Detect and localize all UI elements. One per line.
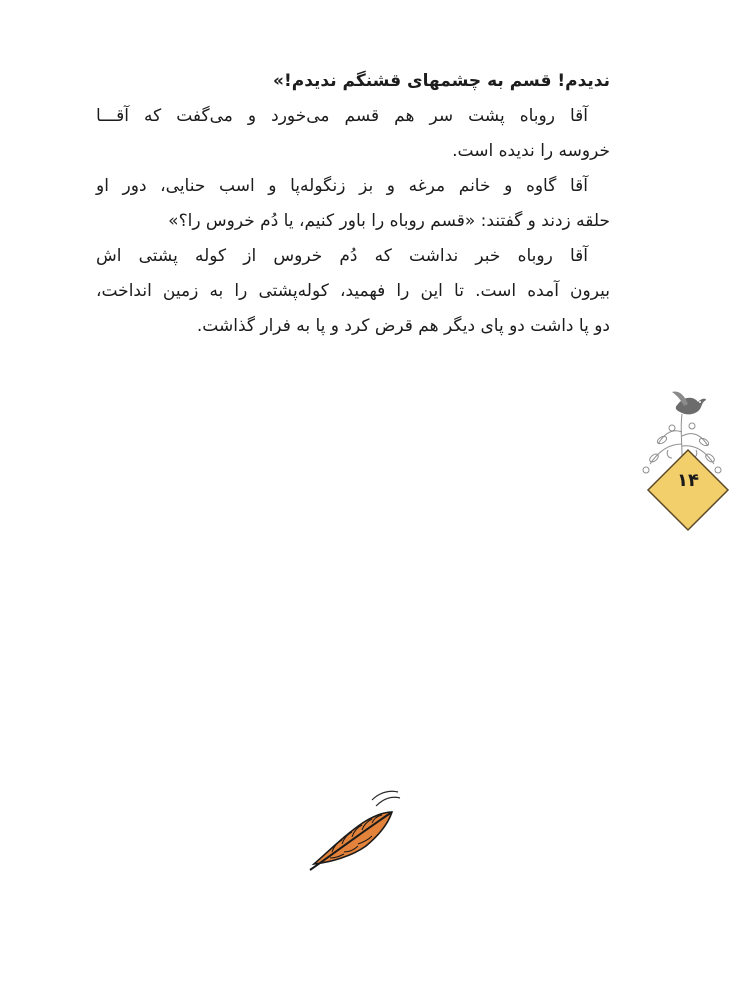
bird-icon (672, 392, 706, 415)
feather-icon (300, 780, 410, 880)
story-text (96, 64, 610, 344)
text-line: حلقه زدند و گفتند: «قسم روباه را باور کنیم، یا دُم خروس را؟» (168, 211, 610, 231)
text-line: دو پا داشت دو پای دیگر هم قرض کرد و پا به فرار گذاشت. (196, 316, 610, 336)
page-number: ۱۴ (677, 470, 699, 491)
text-line: خروسه را ندیده است. (452, 141, 610, 161)
text-line: بیرون آمده است. تا این را فهمید، کوله‌پشتی را به زمین انداخت، (96, 281, 610, 301)
page-ornament (632, 384, 732, 534)
text-line: آقا گاوه و خانم مرغه و بز زنگوله‌پا و اسب حنایی، دور او (96, 176, 588, 196)
text-line: آقا روباه پشت سر هم قسم می‌خورد و می‌گفت که آقـــا (96, 106, 588, 126)
text-line: آقا روباه خبر نداشت که دُم خروس از کوله پشتی اش (96, 246, 588, 266)
text-line: ندیدم! قسم به چشمهای قشنگم ندیدم!» (273, 71, 610, 91)
